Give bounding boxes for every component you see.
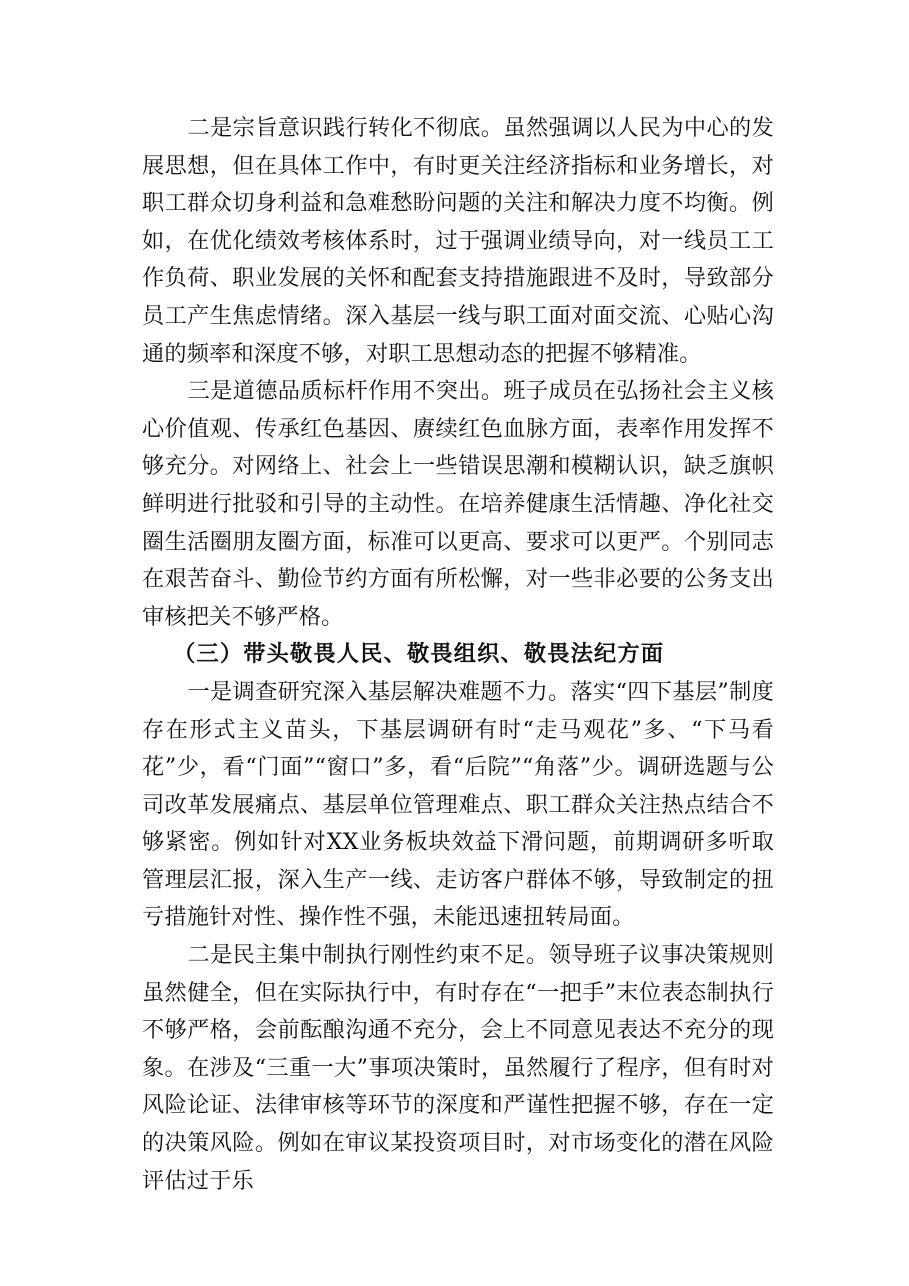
paragraph-democratic-centralism: 二是民主集中制执行刚性约束不足。领导班子议事决策规则虽然健全，但在实际执行中，有时存在“一把手”末位表态制执行不够严格，会前酝酿沟通不充分，会上不同意见表达不充分的现象。在涉及“三重一大”事项决策时，虽然履行了程序，但有时对风险论证、法律审核等环节的深度和严谨性把握不够，存在一定的决策风险。例如在审议某投资项目时，对市场变化的潜在风险评估过于乐: [142, 942, 774, 1194]
paragraph-purpose-awareness: 二是宗旨意识践行转化不彻底。虽然强调以人民为中心的发展思想，但在具体工作中，有时更关注经济指标和业务增长，对职工群众切身利益和急难愁盼问题的关注和解决力度不均衡。例如，在优化绩效考核体系时，过于强调业绩导向，对一线员工工作负荷、职业发展的关怀和配套支持措施跟进不及时，导致部分员工产生焦虑情绪。深入基层一线与职工面对面交流、心贴心沟通的频率和深度不够，对职工思想动态的把握不够精准。: [142, 115, 774, 367]
paragraph-field-research: 一是调查研究深入基层解决难题不力。落实“四下基层”制度存在形式主义苗头，下基层调研有时“走马观花”多、“下马看花”少，看“门面”“窗口”多，看“后院”“角落”少。调研选题与公司改革发展痛点、基层单位管理难点、职工群众关注热点结合不够紧密。例如针对XX业务板块效益下滑问题，前期调研多听取管理层汇报，深入生产一线、走访客户群体不够，导致制定的扭亏措施针对性、操作性不强，未能迅速扭转局面。: [142, 678, 774, 931]
paragraph-moral-exemplar: 三是道德品质标杆作用不突出。班子成员在弘扬社会主义核心价值观、传承红色基因、赓续红色血脉方面，表率作用发挥不够充分。对网络上、社会上一些错误思潮和模糊认识，缺乏旗帜鲜明进行批驳和引导的主动性。在培养健康生活情趣、净化社交圈生活圈朋友圈方面，标准可以更高、要求可以更严。个别同志在艰苦奋斗、勤俭节约方面有所松懈，对一些非必要的公务支出审核把关不够严格。: [142, 378, 774, 630]
section-heading-3: （三）带头敬畏人民、敬畏组织、敬畏法纪方面: [173, 641, 665, 668]
document-page: [142, 110, 774, 1200]
